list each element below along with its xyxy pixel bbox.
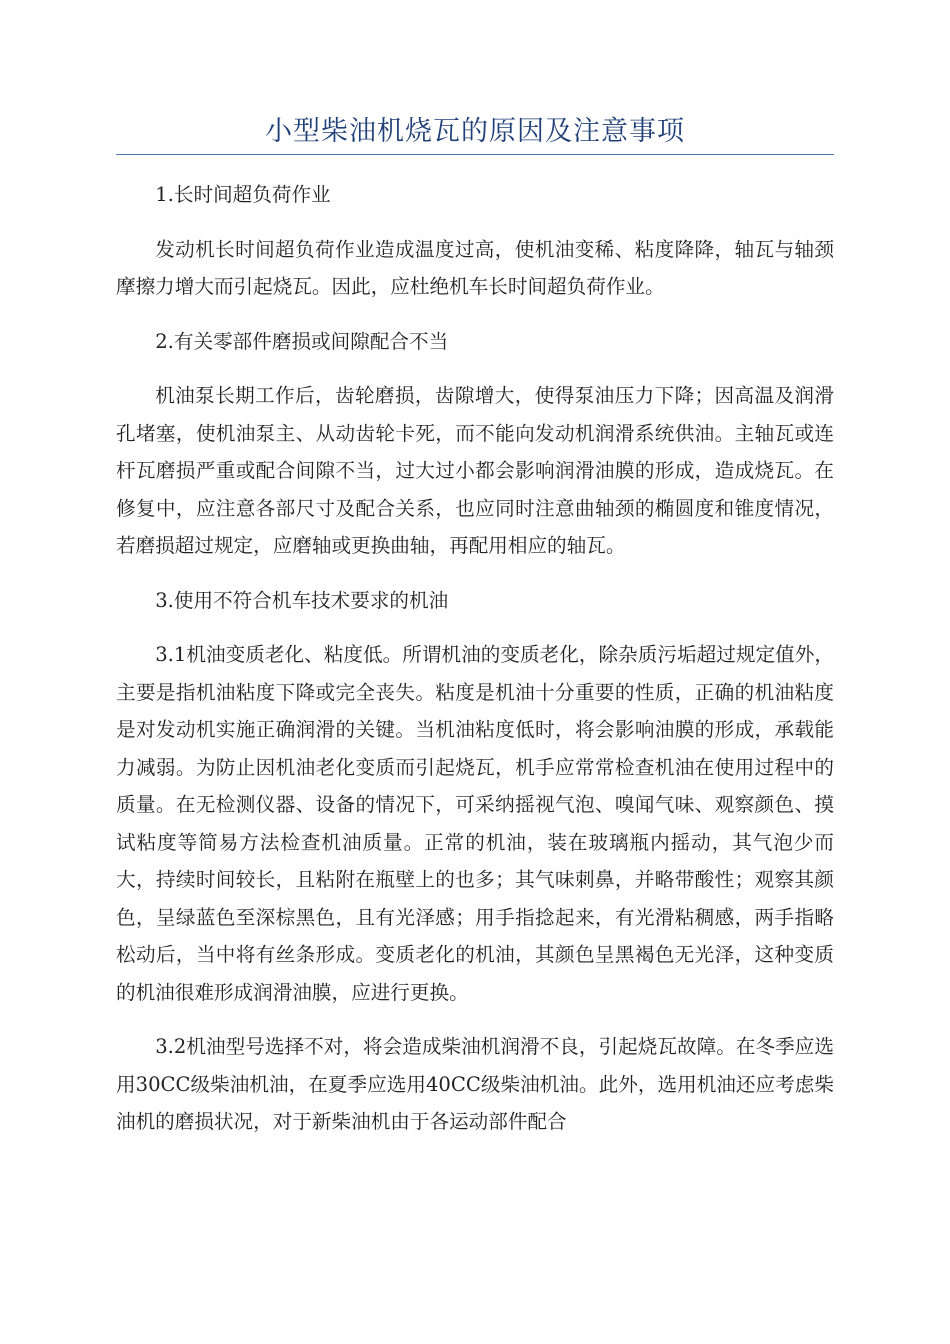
document-title: 小型柴油机烧瓦的原因及注意事项 — [265, 116, 685, 147]
body-paragraph-3-1: 3.1机油变质老化、粘度低。所谓机油的变质老化，除杂质污垢超过规定值外，主要是指机油粘度下降或完全丧失。粘度是机油十分重要的性质，正确的机油粘度是对发动机实施正确润滑的关键。当机油粘度低时，将会影响油膜的形成，承载能力减弱。为防止因机油老化变质而引起烧瓦，机手应常常检查机油在使用过程中的质量。在无检测仪器、设备的情况下，可采纳摇视气泡、嗅闻气味、观察颜色、摸试粘度等简易方法检查机油质量。正常的机油，装在玻璃瓶内摇动，其气泡少而大，持续时间较长，且粘附在瓶壁上的也多；其气味刺鼻，并略带酸性；观察其颜色，呈绿蓝色至深棕黑色，且有光泽感；用手指捻起来，有光滑粘稠感，两手指略松动后，当中将有丝条形成。变质老化的机油，其颜色呈黑褐色无光泽，这种变质的机油很难形成润滑油膜，应进行更换。 — [116, 643, 834, 1004]
body-paragraph-1: 发动机长时间超负荷作业造成温度过高，使机油变稀、粘度降降，轴瓦与轴颈摩擦力增大而引起烧瓦。因此，应杜绝机车长时间超负荷作业。 — [116, 237, 834, 298]
section-heading-2: 2.有关零部件磨损或间隙配合不当 — [155, 329, 449, 353]
body-paragraph-3-2: 3.2机油型号选择不对，将会造成柴油机润滑不良，引起烧瓦故障。在冬季应选用30CC级柴油机油，在夏季应选用40CC级柴油机油。此外，选用机油还应考虑柴油机的磨损状况，对于新柴油机由于各运动部件配合 — [116, 1035, 834, 1133]
title-underline — [116, 154, 834, 155]
section-heading-1: 1.长时间超负荷作业 — [155, 183, 331, 206]
document-body — [116, 176, 834, 1158]
section-heading-3: 3.使用不符合机车技术要求的机油 — [155, 588, 449, 612]
body-paragraph-2: 机油泵长期工作后，齿轮磨损，齿隙增大，使得泵油压力下降；因高温及润滑孔堵塞，使机油泵主、从动齿轮卡死，而不能向发动机润滑系统供油。主轴瓦或连杆瓦磨损严重或配合间隙不当，过大过小都会影响润滑油膜的形成，造成烧瓦。在修复中，应注意各部尺寸及配合关系，也应同时注意曲轴颈的椭圆度和锥度情况，若磨损超过规定，应磨轴或更换曲轴，再配用相应的轴瓦。 — [116, 384, 834, 557]
